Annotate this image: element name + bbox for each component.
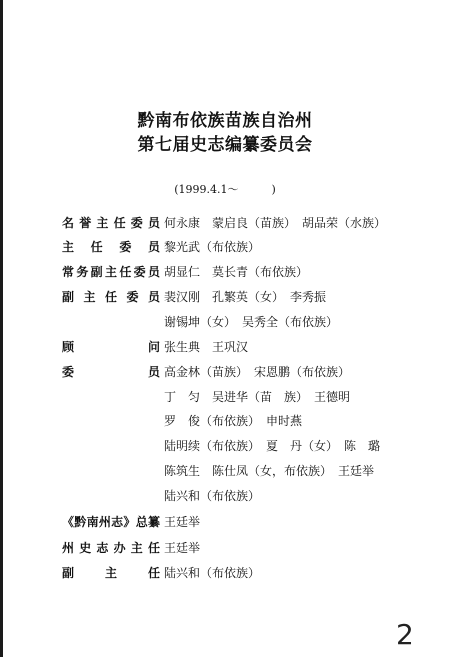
scan-border: [0, 0, 3, 657]
member-row: [62, 212, 386, 232]
member-row: [62, 435, 380, 455]
member-role: 《黔南州志》总纂: [62, 514, 160, 529]
member-role: 名誉主任委员: [62, 215, 160, 230]
member-role: 州史志办主任: [62, 540, 160, 555]
member-names: 王廷举: [164, 540, 201, 555]
member-names: 陆兴和（布依族）: [164, 565, 261, 580]
member-row: [62, 386, 350, 406]
title-line-2: 第七届史志编纂委员会: [137, 135, 313, 155]
member-row: [62, 261, 308, 281]
member-role: 主任委员: [62, 239, 160, 254]
member-row: [62, 236, 260, 256]
member-role: 常务副主任委员: [62, 264, 160, 279]
member-names: 罗 俊（布依族） 申时燕: [164, 413, 303, 428]
member-names: 王廷举: [164, 514, 201, 529]
member-role: 顾问: [62, 339, 160, 354]
member-row: [62, 537, 200, 557]
member-row: [62, 286, 326, 306]
member-row: [62, 311, 338, 331]
member-names: 张生典 王巩汉: [164, 339, 249, 354]
member-row: [62, 361, 350, 381]
member-row: [62, 410, 302, 430]
member-names: 谢锡坤（女） 吴秀全（布依族）: [164, 314, 339, 329]
member-row: [62, 562, 260, 582]
member-names: 何永康 蒙启良（苗族） 胡品荣（水族）: [164, 215, 387, 230]
member-names: 黎光武（布依族）: [164, 239, 261, 254]
member-names: 裴汉刚 孔繁英（女） 李秀振: [164, 289, 327, 304]
term-date: (1999.4.1～ ): [174, 183, 276, 196]
member-names: 陆明续（布依族） 夏 丹（女） 陈 璐: [164, 438, 381, 453]
member-names: 胡显仁 莫长青（布依族）: [164, 264, 309, 279]
member-row: [62, 511, 200, 531]
page-number: 2: [396, 618, 414, 651]
member-role: 副主任: [62, 565, 160, 580]
member-role: 副主任委员: [62, 289, 160, 304]
member-names: 陆兴和（布依族）: [164, 488, 261, 503]
member-names: 高金林（苗族） 宋恩鹏（布依族）: [164, 364, 351, 379]
member-row: [62, 336, 248, 356]
member-row: [62, 460, 374, 480]
member-names: 陈筑生 陈仕凤（女，布依族） 王廷举: [164, 463, 375, 478]
title-line-1: 黔南布依族苗族自治州: [137, 111, 313, 131]
member-role: 委员: [62, 364, 160, 379]
member-names: 丁 匀 吴进华（苗 族） 王德明: [164, 389, 351, 404]
member-row: [62, 485, 260, 505]
